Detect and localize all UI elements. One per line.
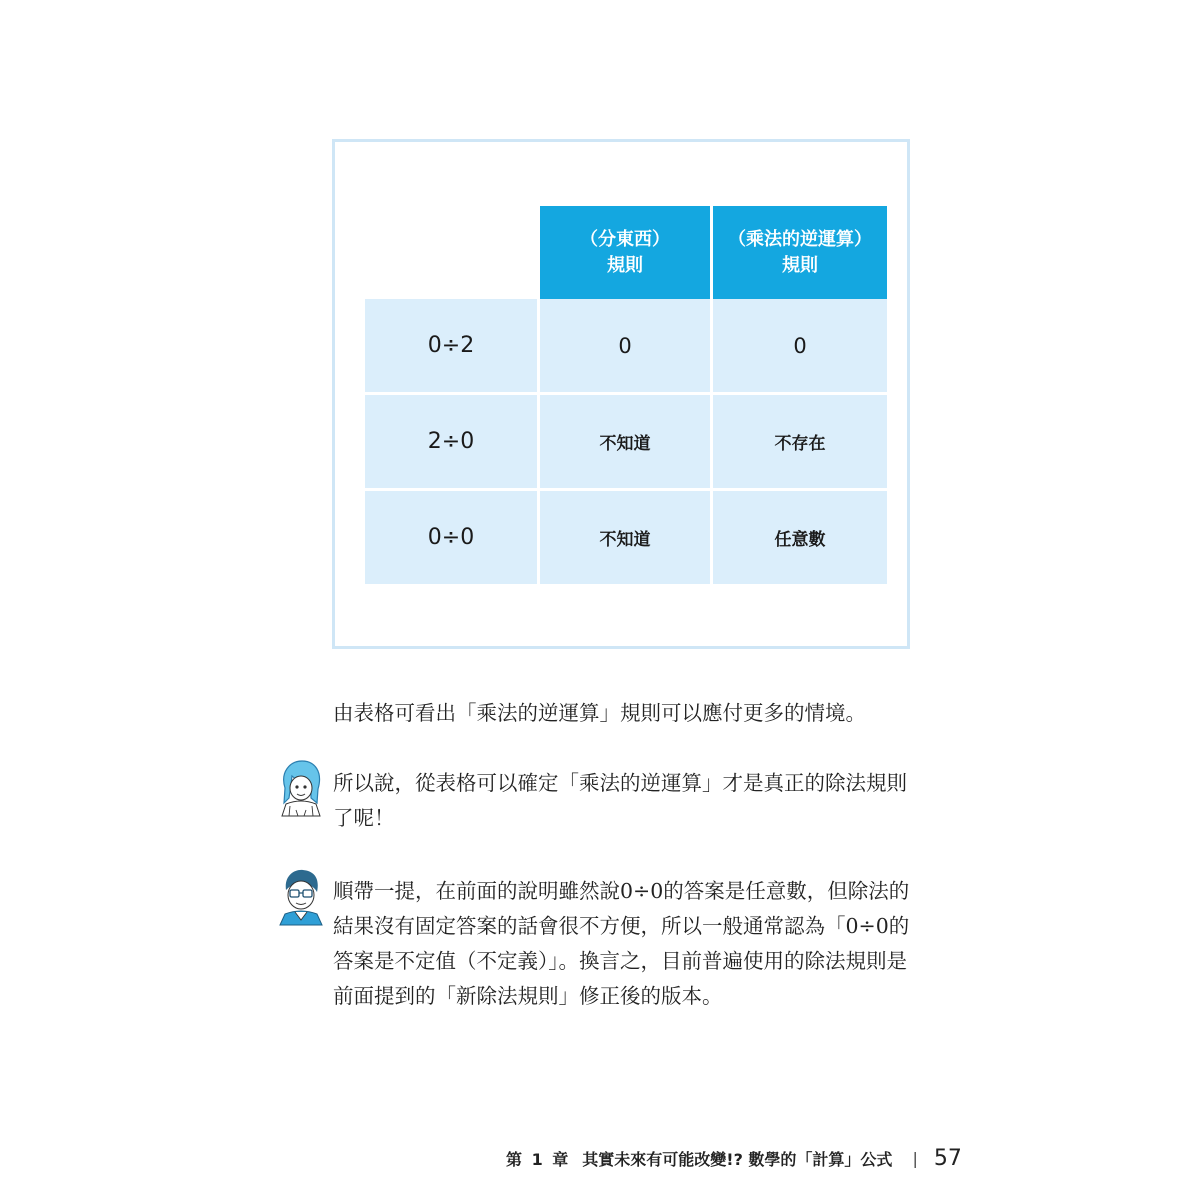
footer-chapter: 第 1 章 <box>506 1149 571 1169</box>
header-inverse-rule-text: （乘法的逆運算） 規則 <box>728 228 872 276</box>
summary-paragraph: 由表格可看出「乘法的逆運算」規則可以應付更多的情境。 <box>333 701 866 725</box>
share-rule-result: 不知道 <box>540 488 710 584</box>
table-row <box>365 299 887 392</box>
table-row <box>365 488 887 584</box>
header-share-rule-text: （分東西） 規則 <box>580 228 670 276</box>
row-expression: 2÷0 <box>365 392 537 488</box>
share-rule-result: 0 <box>540 299 710 392</box>
girl-dialogue: 所以說，從表格可以確定「乘法的逆運算」才是真正的除法規則了呢！ <box>333 771 907 830</box>
page-footer <box>506 1143 962 1173</box>
row-expression: 0÷0 <box>365 488 537 584</box>
girl-avatar-svg <box>276 758 326 818</box>
table-header-blank <box>365 206 537 299</box>
inverse-rule-result: 任意數 <box>713 488 887 584</box>
inverse-rule-result: 0 <box>713 299 887 392</box>
girl-avatar-icon <box>276 758 326 818</box>
header-inverse-multiplication-rule <box>713 206 887 299</box>
table-header-row <box>365 206 887 299</box>
share-rule-result: 不知道 <box>540 392 710 488</box>
header-share-rule <box>540 206 710 299</box>
page-number: 57 <box>933 1145 962 1171</box>
inverse-rule-result: 不存在 <box>713 392 887 488</box>
row-expression: 0÷2 <box>365 299 537 392</box>
division-rules-table <box>362 206 890 584</box>
boy-with-glasses-avatar-icon <box>276 866 326 926</box>
footer-separator: | <box>912 1148 918 1168</box>
footer-title: 其實未來有可能改變!? 數學的「計算」公式 <box>582 1149 893 1169</box>
table-row <box>365 392 887 488</box>
boy-dialogue: 順帶一提，在前面的說明雖然說0÷0的答案是任意數，但除法的結果沒有固定答案的話會很不方便，所以一般通常認為「0÷0的答案是不定值（不定義）」。換言之，目前普遍使用的除法規則是前面提到的「新除法規則」修正後的版本。 <box>333 879 910 1008</box>
boy-avatar-svg <box>276 866 326 926</box>
